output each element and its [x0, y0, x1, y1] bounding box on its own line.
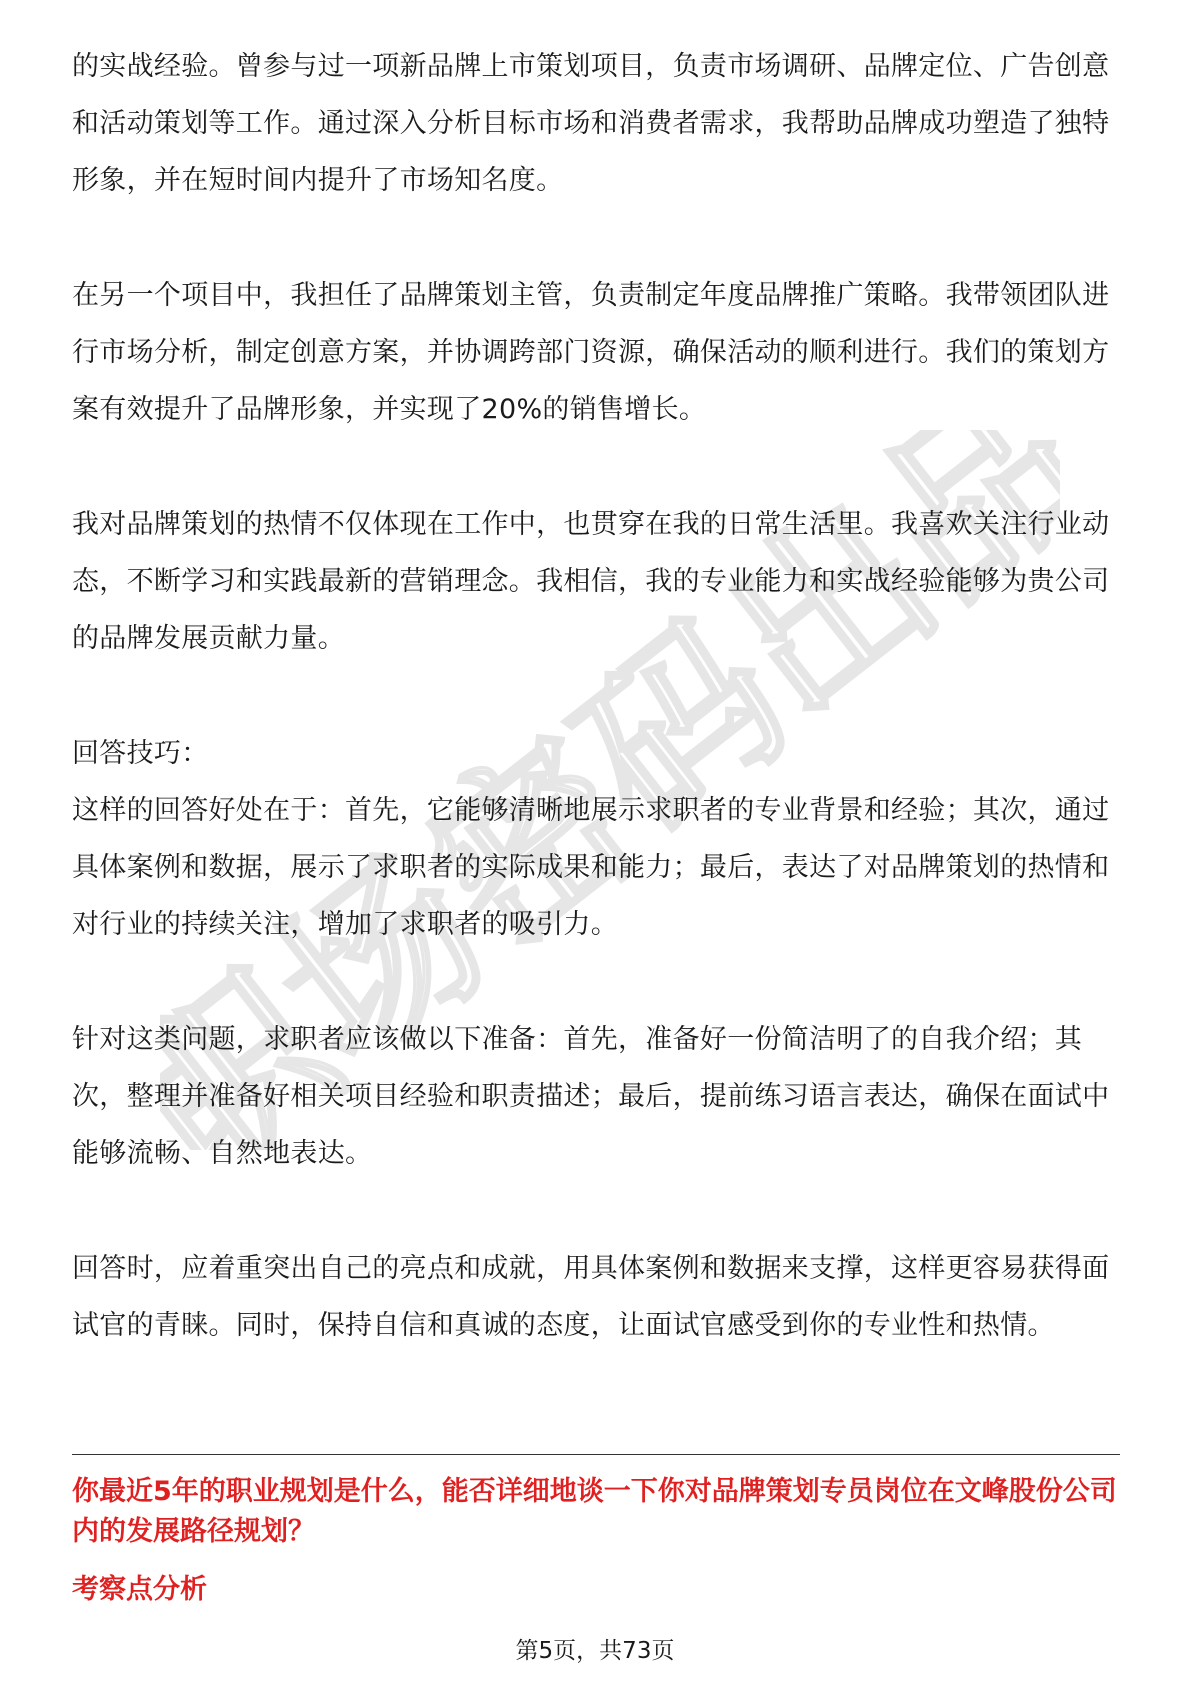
paragraph-project: 在另一个项目中，我担任了品牌策划主管，负责制定年度品牌推广策略。我带领团队进行市场分析，制定创意方案，并协调跨部门资源，确保活动的顺利进行。我们的策划方案有效提升了品牌形象，并实现了20%的销售增长。 — [72, 280, 1110, 425]
analysis-heading: 考察点分析 — [72, 1574, 207, 1605]
interview-question: 你最近5年的职业规划是什么，能否详细地谈一下你对品牌策划专员岗位在文峰股份公司内的发展路径规划？ — [72, 1476, 1117, 1547]
tips-heading: 回答技巧： — [72, 738, 209, 769]
paragraph-tips: 这样的回答好处在于：首先，它能够清晰地展示求职者的专业背景和经验；其次，通过具体案例和数据，展示了求职者的实际成果和能力；最后，表达了对品牌策划的热情和对行业的持续关注，增加了求职者的吸引力。 — [72, 795, 1110, 940]
paragraph-preparation: 针对这类问题，求职者应该做以下准备：首先，准备好一份简洁明了的自我介绍；其次，整理并准备好相关项目经验和职责描述；最后，提前练习语言表达，确保在面试中能够流畅、自然地表达。 — [72, 1024, 1110, 1169]
paragraph-experience: 的实战经验。曾参与过一项新品牌上市策划项目，负责市场调研、品牌定位、广告创意和活动策划等工作。通过深入分析目标市场和消费者需求，我帮助品牌成功塑造了独特形象，并在短时间内提升了市场知名度。 — [72, 51, 1110, 196]
watermark-text: 职场密码出品 — [160, 430, 1060, 1150]
section-divider — [72, 1454, 1120, 1455]
paragraph-answer-advice: 回答时，应着重突出自己的亮点和成就，用具体案例和数据来支撑，这样更容易获得面试官的青睐。同时，保持自信和真诚的态度，让面试官感受到你的专业性和热情。 — [72, 1253, 1110, 1341]
document-body — [72, 38, 1120, 1354]
paragraph-passion: 我对品牌策划的热情不仅体现在工作中，也贯穿在我的日常生活里。我喜欢关注行业动态，不断学习和实践最新的营销理念。我相信，我的专业能力和实战经验能够为贵公司的品牌发展贡献力量。 — [72, 509, 1110, 654]
page-number: 第5页，共73页 — [515, 1638, 675, 1664]
